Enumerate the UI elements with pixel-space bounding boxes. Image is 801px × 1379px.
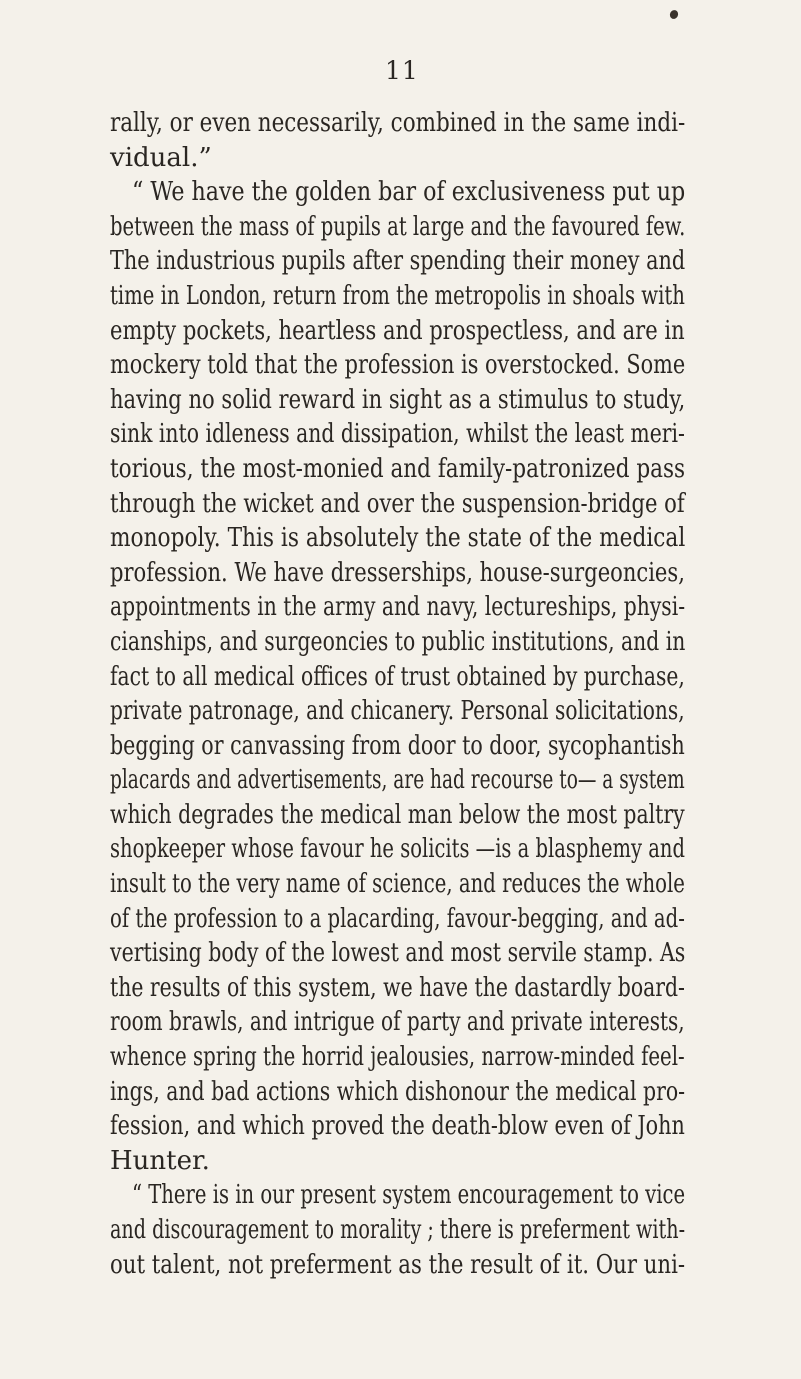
text-line: out talent, not preferment as the result of it. Our uni- xyxy=(110,1249,686,1280)
text-line: “ There is in our present system encouragement to vice xyxy=(132,1180,686,1211)
text-line: fact to all medical offices of trust obtained by purchase, xyxy=(110,661,685,692)
text-line: fession, and which proved the death-blow even of John xyxy=(110,1111,685,1142)
text-line: mockery told that the profession is overstocked. Some xyxy=(110,350,686,381)
text-line: rally, or even necessarily, combined in the same indi- xyxy=(110,108,686,138)
text-line: The industrious pupils after spending their money and xyxy=(110,246,686,277)
text-line: “ We have the golden bar of exclusiveness put up xyxy=(132,177,686,208)
text-line: torious, the most-monied and family-patronized pass xyxy=(110,453,686,484)
ink-spot xyxy=(668,9,679,21)
body-text xyxy=(110,106,685,1282)
text-line: private patronage, and chicanery. Personal solicitations, xyxy=(110,696,685,727)
text-line: which degrades the medical man below the most paltry xyxy=(110,799,685,830)
text-line: insult to the very name of science, and reduces the whole xyxy=(110,869,685,900)
text-line: cianships, and surgeoncies to public institutions, and in xyxy=(110,626,686,657)
text-line: shopkeeper whose favour he solicits —is a blasphemy and xyxy=(110,834,685,865)
text-line: between the mass of pupils at large and the favoured few. xyxy=(110,211,686,242)
text-line: placards and advertisements, are had recourse to— a system xyxy=(110,765,685,796)
text-line: vidual.” xyxy=(110,142,212,173)
text-line: whence spring the horrid jealousies, narrow-minded feel- xyxy=(110,1042,685,1073)
text-line: sink into idleness and dissipation, whilst the least meri- xyxy=(110,419,685,450)
text-line: room brawls, and intrigue of party and private interests, xyxy=(110,1007,685,1038)
text-line: empty pockets, heartless and prospectless, and are in xyxy=(110,315,685,346)
text-line: the results of this system, we have the dastardly board- xyxy=(110,972,685,1003)
text-line: monopoly. This is absolutely the state of the medical xyxy=(110,523,686,554)
text-line: appointments in the army and navy, lectureships, physi- xyxy=(110,592,686,623)
text-line: begging or canvassing from door to door, sycophantish xyxy=(110,730,685,761)
page-number: 11 xyxy=(385,56,419,85)
text-line: ings, and bad actions which dishonour the medical pro- xyxy=(110,1076,686,1107)
text-line: and discouragement to morality ; there is preferment with- xyxy=(110,1215,686,1245)
text-line: through the wicket and over the suspension-bridge of xyxy=(110,488,685,519)
text-line: time in London, return from the metropolis in shoals with xyxy=(110,280,685,311)
text-line: profession. We have dresserships, house-surgeoncies, xyxy=(110,557,685,588)
text-line: vertising body of the lowest and most servile stamp. As xyxy=(110,938,686,969)
text-line: having no solid reward in sight as a stimulus to study, xyxy=(110,384,686,415)
text-line: of the profession to a placarding, favour-begging, and ad- xyxy=(110,903,685,934)
text-line: Hunter. xyxy=(110,1145,210,1176)
